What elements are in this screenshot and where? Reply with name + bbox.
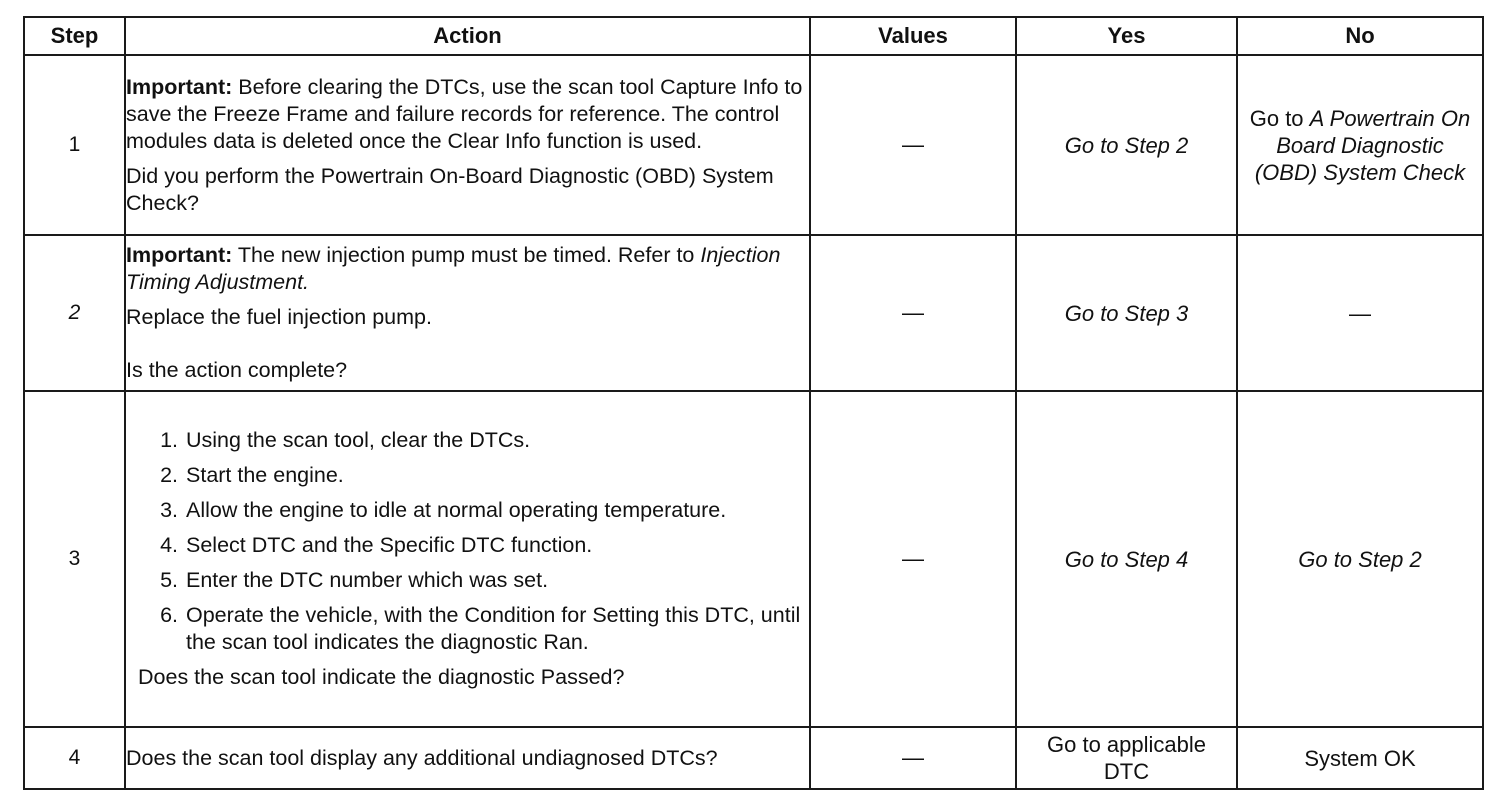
table-row bbox=[24, 55, 1483, 235]
values-cell: — bbox=[810, 727, 1016, 789]
step-number: 4 bbox=[24, 727, 125, 789]
action-cell bbox=[125, 391, 810, 727]
list-item: 1. Using the scan tool, clear the DTCs. bbox=[184, 427, 809, 454]
important-label: Important: bbox=[126, 243, 233, 267]
important-text: The new injection pump must be timed. Refer to bbox=[237, 243, 695, 267]
no-cell: — bbox=[1237, 235, 1483, 391]
action-cell bbox=[125, 727, 810, 789]
header-step: Step bbox=[24, 17, 125, 55]
step-number: 1 bbox=[24, 55, 125, 235]
list-item: 6. Operate the vehicle, with the Condition for Setting this DTC, until the scan tool indicates the diagnostic Ran. bbox=[184, 602, 809, 656]
procedure-list bbox=[126, 427, 809, 656]
table-row bbox=[24, 391, 1483, 727]
action-question: Is the action complete? bbox=[126, 358, 348, 382]
values-cell: — bbox=[810, 55, 1016, 235]
no-cell bbox=[1237, 55, 1483, 235]
yes-link[interactable]: Go to applicable DTC bbox=[1016, 727, 1237, 789]
table-row bbox=[24, 235, 1483, 391]
action-cell bbox=[125, 235, 810, 391]
list-item: 5. Enter the DTC number which was set. bbox=[184, 567, 809, 594]
yes-link[interactable]: Go to Step 2 bbox=[1016, 55, 1237, 235]
header-yes: Yes bbox=[1016, 17, 1237, 55]
header-no: No bbox=[1237, 17, 1483, 55]
no-link[interactable]: Go to Step 2 bbox=[1237, 391, 1483, 727]
yes-link[interactable]: Go to Step 3 bbox=[1016, 235, 1237, 391]
list-item: 2. Start the engine. bbox=[184, 462, 809, 489]
no-result: System OK bbox=[1237, 727, 1483, 789]
header-row bbox=[24, 17, 1483, 55]
step-number: 2 bbox=[24, 235, 125, 391]
list-item: 4. Select DTC and the Specific DTC function. bbox=[184, 532, 809, 559]
important-label: Important: bbox=[126, 74, 233, 99]
no-prefix: Go to bbox=[1249, 105, 1304, 131]
no-link[interactable]: A Powertrain On Board Diagnostic (OBD) System Check bbox=[1254, 105, 1471, 185]
action-instruction: Replace the fuel injection pump. bbox=[126, 305, 432, 329]
important-note bbox=[126, 242, 809, 296]
action-question: Does the scan tool indicate the diagnostic Passed? bbox=[138, 665, 625, 689]
important-text: Before clearing the DTCs, use the scan tool Capture Info to save the Freeze Frame and failure records for reference. The control modules data is deleted once the Clear Info function is used. bbox=[126, 74, 803, 153]
header-action: Action bbox=[125, 17, 810, 55]
table-row bbox=[24, 727, 1483, 789]
spacer bbox=[126, 339, 809, 357]
list-item: 3. Allow the engine to idle at normal operating temperature. bbox=[184, 497, 809, 524]
step-number: 3 bbox=[24, 391, 125, 727]
important-link[interactable]: Injection Timing Adjustment. bbox=[126, 243, 781, 294]
header-values: Values bbox=[810, 17, 1016, 55]
action-cell bbox=[125, 55, 810, 235]
action-question: Did you perform the Powertrain On-Board Diagnostic (OBD) System Check? bbox=[126, 163, 774, 215]
values-cell: — bbox=[810, 391, 1016, 727]
yes-link[interactable]: Go to Step 4 bbox=[1016, 391, 1237, 727]
action-question: Does the scan tool display any additional undiagnosed DTCs? bbox=[126, 745, 718, 770]
values-cell: — bbox=[810, 235, 1016, 391]
important-note bbox=[126, 74, 809, 155]
diagnostic-table bbox=[23, 16, 1484, 790]
